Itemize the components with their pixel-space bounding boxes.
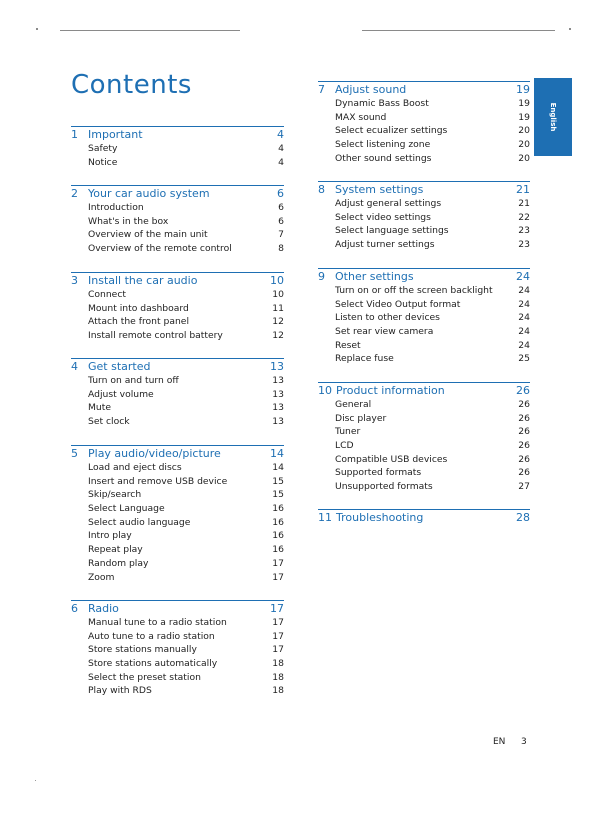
toc-item-label: Load and eject discs bbox=[88, 462, 182, 473]
toc-item-page: 4 bbox=[278, 156, 284, 168]
section-title: Play audio/video/picture bbox=[88, 447, 221, 460]
toc-item-label: General bbox=[335, 399, 372, 410]
footer-page-number: 3 bbox=[521, 737, 527, 747]
toc-item[interactable] bbox=[318, 212, 530, 226]
toc-item-label: Safety bbox=[88, 143, 118, 154]
toc-item-label: Insert and remove USB device bbox=[88, 475, 228, 487]
section-number: 10 bbox=[318, 384, 332, 397]
section-number: 8 bbox=[318, 183, 325, 196]
toc-section bbox=[71, 445, 284, 585]
toc-item-label: Connect bbox=[88, 289, 126, 300]
section-title: Adjust sound bbox=[335, 83, 407, 96]
toc-item-page: 16 bbox=[272, 516, 284, 528]
toc-item-list bbox=[71, 617, 284, 699]
toc-item-page: 24 bbox=[518, 312, 530, 324]
section-page: 4 bbox=[277, 128, 284, 141]
toc-item-label: Supported formats bbox=[335, 467, 422, 479]
toc-item-label: Select audio language bbox=[88, 516, 191, 528]
toc-item-page: 24 bbox=[518, 326, 530, 338]
toc-item[interactable] bbox=[318, 454, 530, 468]
toc-item-label: Random play bbox=[88, 557, 149, 569]
toc-item-page: 12 bbox=[272, 316, 284, 328]
toc-item-page: 16 bbox=[272, 544, 284, 556]
section-page: 6 bbox=[277, 187, 284, 200]
toc-item-label: Store stations manually bbox=[88, 644, 197, 656]
toc-item-label: Listen to other devices bbox=[335, 312, 440, 324]
toc-item-label: Intro play bbox=[88, 530, 132, 542]
section-page: 26 bbox=[516, 384, 530, 397]
toc-item-label: Attach the front panel bbox=[88, 316, 190, 328]
toc-item[interactable] bbox=[71, 489, 284, 503]
toc-item[interactable] bbox=[318, 239, 530, 253]
section-title: System settings bbox=[335, 183, 424, 196]
toc-item[interactable] bbox=[318, 326, 530, 340]
toc-item-label: Skip/search bbox=[88, 489, 142, 501]
toc-item-label: Disc player bbox=[335, 412, 387, 424]
toc-item-label: Unsupported formats bbox=[335, 481, 433, 493]
toc-item[interactable] bbox=[318, 198, 530, 212]
toc-item-page: 21 bbox=[518, 198, 530, 209]
toc-item-page: 26 bbox=[518, 453, 530, 465]
section-title: Important bbox=[88, 128, 143, 141]
toc-item[interactable] bbox=[318, 98, 530, 112]
toc-item-page: 26 bbox=[518, 467, 530, 479]
toc-item-page: 26 bbox=[518, 440, 530, 452]
section-number: 2 bbox=[71, 187, 78, 200]
toc-item-label: Manual tune to a radio station bbox=[88, 617, 227, 628]
toc-item[interactable] bbox=[71, 658, 284, 672]
toc-item[interactable] bbox=[71, 644, 284, 658]
toc-item[interactable] bbox=[318, 340, 530, 354]
toc-section bbox=[71, 126, 284, 170]
toc-item-label: Tuner bbox=[335, 426, 361, 438]
toc-item[interactable] bbox=[318, 125, 530, 139]
toc-item[interactable] bbox=[318, 112, 530, 126]
toc-item-page: 10 bbox=[272, 289, 284, 300]
toc-item-page: 16 bbox=[272, 503, 284, 515]
section-number: 7 bbox=[318, 83, 325, 96]
toc-item-page: 17 bbox=[272, 617, 284, 628]
section-page: 28 bbox=[516, 511, 530, 524]
toc-item[interactable] bbox=[318, 440, 530, 454]
toc-item[interactable] bbox=[318, 399, 530, 413]
toc-item-label: Replace fuse bbox=[335, 353, 394, 365]
section-number: 9 bbox=[318, 270, 325, 283]
toc-item[interactable] bbox=[71, 389, 284, 403]
toc-item-list bbox=[318, 98, 530, 166]
toc-item-label: Play with RDS bbox=[88, 685, 152, 697]
toc-item-page: 7 bbox=[278, 229, 284, 241]
toc-item-page: 19 bbox=[518, 98, 530, 109]
toc-item-label: Turn on or off the screen backlight bbox=[335, 285, 493, 296]
language-tab bbox=[534, 78, 572, 156]
toc-item[interactable] bbox=[71, 544, 284, 558]
toc-item-page: 24 bbox=[518, 285, 530, 296]
toc-section bbox=[71, 185, 284, 257]
toc-item-label: Select Video Output format bbox=[335, 298, 461, 310]
toc-item-label: Auto tune to a radio station bbox=[88, 630, 215, 642]
toc-item-page: 13 bbox=[272, 416, 284, 428]
section-page: 21 bbox=[516, 183, 530, 196]
toc-item-page: 13 bbox=[272, 375, 284, 386]
toc-item-page: 4 bbox=[278, 143, 284, 154]
section-page: 14 bbox=[270, 447, 284, 460]
toc-item-page: 8 bbox=[278, 243, 284, 255]
toc-item-page: 17 bbox=[272, 644, 284, 656]
toc-item[interactable] bbox=[318, 153, 530, 167]
toc-item-page: 15 bbox=[272, 475, 284, 487]
toc-section bbox=[318, 81, 530, 166]
toc-item-page: 11 bbox=[272, 302, 284, 314]
toc-item-page: 6 bbox=[278, 202, 284, 213]
toc-item-label: Select the preset station bbox=[88, 671, 201, 683]
toc-item[interactable] bbox=[71, 375, 284, 389]
toc-section bbox=[71, 272, 284, 344]
toc-section-heading[interactable] bbox=[71, 126, 284, 143]
toc-item[interactable] bbox=[71, 558, 284, 572]
toc-item-label: Mount into dashboard bbox=[88, 302, 189, 314]
toc-item-page: 13 bbox=[272, 402, 284, 414]
toc-item[interactable] bbox=[71, 157, 284, 171]
toc-item[interactable] bbox=[318, 299, 530, 313]
toc-item-label: Other sound settings bbox=[335, 152, 432, 164]
language-tab-label: English bbox=[549, 102, 557, 132]
toc-item[interactable] bbox=[71, 243, 284, 257]
toc-item-page: 17 bbox=[272, 571, 284, 583]
toc-section bbox=[318, 181, 530, 253]
crop-mark bbox=[36, 28, 38, 30]
toc-section bbox=[71, 358, 284, 430]
toc-section-heading[interactable] bbox=[318, 509, 530, 526]
section-number: 3 bbox=[71, 274, 78, 287]
toc-item[interactable] bbox=[318, 413, 530, 427]
toc-item[interactable] bbox=[71, 289, 284, 303]
toc-item-page: 26 bbox=[518, 412, 530, 424]
toc-item[interactable] bbox=[71, 517, 284, 531]
toc-item-page: 17 bbox=[272, 557, 284, 569]
toc-item-page: 25 bbox=[518, 353, 530, 365]
toc-section bbox=[71, 600, 284, 699]
toc-item[interactable] bbox=[71, 572, 284, 586]
toc-item-list bbox=[318, 285, 530, 367]
section-number: 6 bbox=[71, 602, 78, 615]
toc-item[interactable] bbox=[318, 225, 530, 239]
toc-item-page: 20 bbox=[518, 152, 530, 164]
section-title: Radio bbox=[88, 602, 119, 615]
toc-item-page: 26 bbox=[518, 426, 530, 438]
toc-item-page: 20 bbox=[518, 139, 530, 151]
toc-item-page: 19 bbox=[518, 111, 530, 123]
crop-mark bbox=[35, 780, 36, 781]
toc-item[interactable] bbox=[318, 353, 530, 367]
toc-section-heading[interactable] bbox=[71, 272, 284, 289]
toc-item-label: Select language settings bbox=[335, 225, 449, 237]
toc-item-page: 13 bbox=[272, 388, 284, 400]
toc-section-heading[interactable] bbox=[71, 445, 284, 462]
toc-item[interactable] bbox=[71, 202, 284, 216]
toc-section-heading[interactable] bbox=[318, 382, 530, 399]
section-number: 5 bbox=[71, 447, 78, 460]
toc-item-page: 18 bbox=[272, 671, 284, 683]
toc-item-label: Overview of the remote control bbox=[88, 243, 232, 255]
footer-language: EN bbox=[493, 737, 506, 747]
toc-item-label: Reset bbox=[335, 339, 361, 351]
toc-item-list bbox=[318, 198, 530, 253]
toc-item-page: 23 bbox=[518, 225, 530, 237]
toc-section-heading[interactable] bbox=[318, 268, 530, 285]
section-title: Get started bbox=[88, 360, 151, 373]
toc-item[interactable] bbox=[318, 467, 530, 481]
toc-section bbox=[318, 509, 530, 526]
section-page: 19 bbox=[516, 83, 530, 96]
toc-item-page: 22 bbox=[518, 211, 530, 223]
toc-item-label: MAX sound bbox=[335, 111, 387, 123]
toc-item-label: Zoom bbox=[88, 571, 115, 583]
toc-item[interactable] bbox=[71, 303, 284, 317]
toc-item-list bbox=[71, 462, 284, 585]
toc-item[interactable] bbox=[318, 285, 530, 299]
toc-item[interactable] bbox=[318, 139, 530, 153]
toc-item[interactable] bbox=[71, 631, 284, 645]
section-page: 17 bbox=[270, 602, 284, 615]
toc-section-heading[interactable] bbox=[318, 181, 530, 198]
toc-item-page: 17 bbox=[272, 630, 284, 642]
toc-item-label: Compatible USB devices bbox=[335, 453, 448, 465]
toc-section-heading[interactable] bbox=[318, 81, 530, 98]
section-title: Product information bbox=[336, 384, 445, 397]
toc-item[interactable] bbox=[318, 426, 530, 440]
toc-item-label: Turn on and turn off bbox=[88, 375, 179, 386]
toc-item[interactable] bbox=[71, 672, 284, 686]
section-title: Install the car audio bbox=[88, 274, 198, 287]
section-title: Your car audio system bbox=[88, 187, 210, 200]
toc-item-label: Install remote control battery bbox=[88, 330, 223, 342]
toc-item-label: Store stations automatically bbox=[88, 658, 218, 670]
toc-item[interactable] bbox=[71, 416, 284, 430]
toc-item[interactable] bbox=[71, 503, 284, 517]
toc-item[interactable] bbox=[71, 330, 284, 344]
toc-item-list bbox=[71, 202, 284, 257]
toc-section bbox=[318, 382, 530, 495]
toc-section-heading[interactable] bbox=[71, 600, 284, 617]
section-number: 1 bbox=[71, 128, 78, 141]
page-title: Contents bbox=[71, 70, 192, 100]
toc-item[interactable] bbox=[71, 143, 284, 157]
toc-item-page: 14 bbox=[272, 462, 284, 473]
header-rule-right bbox=[362, 30, 555, 31]
toc-item[interactable] bbox=[71, 229, 284, 243]
toc-item-label: Introduction bbox=[88, 202, 144, 213]
toc-item-page: 27 bbox=[518, 481, 530, 493]
section-page: 13 bbox=[270, 360, 284, 373]
toc-item-page: 24 bbox=[518, 298, 530, 310]
section-title: Troubleshooting bbox=[336, 511, 424, 524]
toc-item-label: Select Language bbox=[88, 503, 165, 515]
toc-item[interactable] bbox=[71, 476, 284, 490]
toc-item-label: Notice bbox=[88, 156, 118, 168]
toc-item-label: Dynamic Bass Boost bbox=[335, 98, 429, 109]
toc-item[interactable] bbox=[71, 402, 284, 416]
toc-item-list bbox=[71, 143, 284, 170]
toc-item-label: Adjust volume bbox=[88, 388, 154, 400]
toc-item[interactable] bbox=[71, 316, 284, 330]
toc-item-list bbox=[318, 399, 530, 495]
toc-item-label: Overview of the main unit bbox=[88, 229, 208, 241]
section-number: 11 bbox=[318, 511, 332, 524]
section-page: 24 bbox=[516, 270, 530, 283]
toc-item-label: Set rear view camera bbox=[335, 326, 434, 338]
toc-item-label: Adjust general settings bbox=[335, 198, 442, 209]
toc-item-label: What's in the box bbox=[88, 215, 169, 227]
section-page: 10 bbox=[270, 274, 284, 287]
toc-item-page: 6 bbox=[278, 215, 284, 227]
section-title: Other settings bbox=[335, 270, 414, 283]
crop-mark bbox=[569, 28, 571, 30]
toc-item-label: Select ecualizer settings bbox=[335, 125, 448, 137]
toc-item-page: 18 bbox=[272, 685, 284, 697]
toc-item[interactable] bbox=[71, 462, 284, 476]
toc-item[interactable] bbox=[71, 216, 284, 230]
toc-item-page: 26 bbox=[518, 399, 530, 410]
toc-item-page: 23 bbox=[518, 239, 530, 251]
toc-item-page: 18 bbox=[272, 658, 284, 670]
toc-item[interactable] bbox=[318, 312, 530, 326]
toc-item-label: Select video settings bbox=[335, 211, 431, 223]
toc-item-page: 20 bbox=[518, 125, 530, 137]
toc-item-page: 24 bbox=[518, 339, 530, 351]
toc-section-heading[interactable] bbox=[71, 185, 284, 202]
toc-item-label: Repeat play bbox=[88, 544, 143, 556]
toc-item[interactable] bbox=[71, 617, 284, 631]
header-rule-left bbox=[60, 30, 240, 31]
toc-item-label: Adjust turner settings bbox=[335, 239, 435, 251]
toc-item[interactable] bbox=[71, 685, 284, 699]
toc-section-heading[interactable] bbox=[71, 358, 284, 375]
toc-item[interactable] bbox=[318, 481, 530, 495]
toc-item-page: 15 bbox=[272, 489, 284, 501]
toc-item[interactable] bbox=[71, 530, 284, 544]
toc-item-list bbox=[71, 375, 284, 430]
toc-item-page: 16 bbox=[272, 530, 284, 542]
toc-item-label: Select listening zone bbox=[335, 139, 431, 151]
toc-item-label: Mute bbox=[88, 402, 112, 414]
toc-section bbox=[318, 268, 530, 367]
toc-item-page: 12 bbox=[272, 330, 284, 342]
toc-item-label: LCD bbox=[335, 440, 354, 452]
toc-item-label: Set clock bbox=[88, 416, 130, 428]
section-number: 4 bbox=[71, 360, 78, 373]
toc-item-list bbox=[71, 289, 284, 344]
